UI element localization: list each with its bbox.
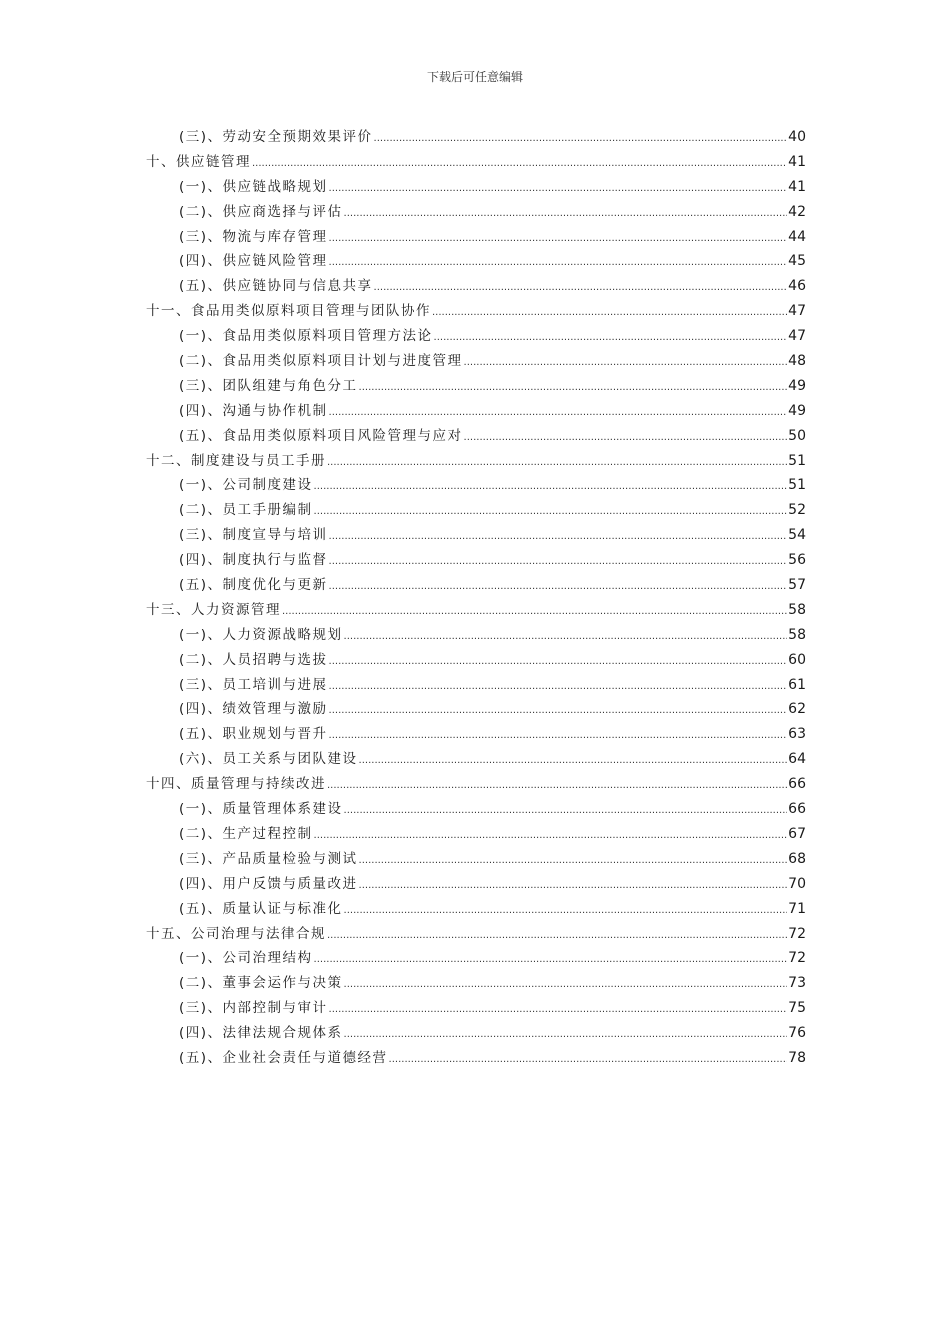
toc-entry-label: (三)、劳动安全预期效果评价 <box>179 129 373 145</box>
toc-page-number: 67 <box>788 825 806 842</box>
toc-section-entry[interactable] <box>146 897 806 922</box>
toc-entry-label: (二)、董事会运作与决策 <box>179 975 343 992</box>
toc-page-number: 76 <box>788 1025 806 1042</box>
toc-entry-label: (一)、公司治理结构 <box>179 950 313 967</box>
toc-entry-label: (三)、员工培训与进展 <box>179 676 328 693</box>
toc-page-number: 47 <box>788 328 806 345</box>
toc-dot-leader <box>329 177 788 202</box>
toc-page-number: 56 <box>788 552 806 569</box>
toc-entry-label: (五)、质量认证与标准化 <box>179 900 343 917</box>
toc-dot-leader <box>464 351 788 376</box>
toc-entry-label: 十四、质量管理与持续改进 <box>146 776 326 793</box>
toc-dot-leader <box>432 301 787 326</box>
toc-entry-label: (四)、供应链风险管理 <box>179 253 328 270</box>
toc-section-entry[interactable] <box>146 971 806 996</box>
toc-entry-label: (四)、沟通与协作机制 <box>179 402 328 419</box>
toc-entry-label: (四)、制度执行与监督 <box>179 552 328 569</box>
toc-entry-label: (一)、食品用类似原料项目管理方法论 <box>179 328 433 345</box>
toc-dot-leader <box>344 899 788 924</box>
toc-page-number: 71 <box>788 900 806 917</box>
toc-dot-leader <box>329 699 788 724</box>
toc-dot-leader <box>359 749 788 774</box>
toc-page-number: 40 <box>788 129 806 145</box>
toc-page-number: 73 <box>788 975 806 992</box>
toc-dot-leader <box>327 774 787 799</box>
toc-section-entry[interactable] <box>146 623 806 648</box>
toc-entry-label: (一)、人力资源战略规划 <box>179 626 343 643</box>
toc-dot-leader <box>344 973 788 998</box>
toc-entry-label: (五)、职业规划与晋升 <box>179 726 328 743</box>
toc-dot-leader <box>344 799 788 824</box>
toc-page-number: 70 <box>788 875 806 892</box>
toc-section-entry[interactable] <box>146 175 806 200</box>
toc-section-entry[interactable] <box>146 847 806 872</box>
toc-dot-leader <box>464 426 788 451</box>
toc-dot-leader <box>314 475 788 500</box>
toc-dot-leader <box>344 625 788 650</box>
toc-page-number: 51 <box>788 477 806 494</box>
toc-page-number: 54 <box>788 527 806 544</box>
toc-page-number: 66 <box>788 776 806 793</box>
toc-page-number: 78 <box>788 1049 806 1066</box>
toc-chapter-entry[interactable] <box>146 449 806 474</box>
toc-page-number: 49 <box>788 402 806 419</box>
toc-entry-label: 十、供应链管理 <box>146 153 251 170</box>
toc-page-number: 47 <box>788 303 806 320</box>
toc-dot-leader <box>329 251 788 276</box>
toc-page-number: 51 <box>788 452 806 469</box>
toc-section-entry[interactable] <box>146 648 806 673</box>
toc-page-number: 62 <box>788 701 806 718</box>
toc-page-number: 72 <box>788 925 806 942</box>
toc-page-number: 64 <box>788 751 806 768</box>
toc-entry-label: (四)、绩效管理与激励 <box>179 701 328 718</box>
toc-section-entry[interactable] <box>146 324 806 349</box>
toc-section-entry[interactable] <box>146 822 806 847</box>
toc-dot-leader <box>374 276 788 301</box>
toc-section-entry[interactable] <box>146 1021 806 1046</box>
toc-entry-label: 十五、公司治理与法律合规 <box>146 925 326 942</box>
toc-section-entry[interactable] <box>146 722 806 747</box>
toc-page-number: 41 <box>788 178 806 195</box>
toc-section-entry[interactable] <box>146 473 806 498</box>
toc-entry-label: (五)、供应链协同与信息共享 <box>179 278 373 295</box>
toc-dot-leader <box>314 824 788 849</box>
toc-entry-label: (三)、物流与库存管理 <box>179 228 328 245</box>
toc-section-entry[interactable] <box>146 349 806 374</box>
toc-dot-leader <box>344 202 788 227</box>
toc-entry-label: (五)、食品用类似原料项目风险管理与应对 <box>179 427 463 444</box>
toc-page-number: 52 <box>788 502 806 519</box>
toc-section-entry[interactable] <box>146 498 806 523</box>
toc-entry-label: (二)、生产过程控制 <box>179 825 313 842</box>
toc-dot-leader <box>329 675 788 700</box>
toc-page-number: 46 <box>788 278 806 295</box>
toc-dot-leader <box>329 724 788 749</box>
toc-dot-leader <box>329 650 788 675</box>
toc-entry-label: (三)、制度宣导与培训 <box>179 527 328 544</box>
toc-page-number: 44 <box>788 228 806 245</box>
table-of-contents <box>146 125 806 1071</box>
toc-section-entry[interactable] <box>146 946 806 971</box>
toc-section-entry[interactable] <box>146 673 806 698</box>
toc-section-entry[interactable] <box>146 523 806 548</box>
toc-entry-label: (三)、团队组建与角色分工 <box>179 377 358 394</box>
page-header: 下载后可任意编辑 <box>426 70 523 84</box>
toc-dot-leader <box>327 924 787 949</box>
toc-page-number: 72 <box>788 950 806 967</box>
toc-section-entry[interactable] <box>146 1046 806 1071</box>
toc-dot-leader <box>252 152 787 177</box>
toc-entry-label: 十一、食品用类似原料项目管理与团队协作 <box>146 303 431 320</box>
toc-entry-label: 十二、制度建设与员工手册 <box>146 452 326 469</box>
toc-entry-label: (五)、企业社会责任与道德经营 <box>179 1049 388 1066</box>
toc-dot-leader <box>374 127 788 152</box>
toc-chapter-entry[interactable] <box>146 772 806 797</box>
toc-section-entry[interactable] <box>146 200 806 225</box>
toc-dot-leader <box>329 227 788 252</box>
toc-section-entry[interactable] <box>146 225 806 250</box>
toc-section-entry[interactable] <box>146 374 806 399</box>
toc-entry-label: (二)、人员招聘与选拔 <box>179 651 328 668</box>
toc-section-entry[interactable] <box>146 399 806 424</box>
toc-chapter-entry[interactable] <box>146 150 806 175</box>
toc-chapter-entry[interactable] <box>146 922 806 947</box>
toc-dot-leader <box>359 874 788 899</box>
toc-page-number: 45 <box>788 253 806 270</box>
toc-entry-label: 十三、人力资源管理 <box>146 601 281 618</box>
toc-dot-leader <box>359 376 788 401</box>
toc-page-number: 50 <box>788 427 806 444</box>
toc-page-number: 58 <box>788 626 806 643</box>
toc-entry-label: (一)、供应链战略规划 <box>179 178 328 195</box>
toc-section-entry[interactable] <box>146 274 806 299</box>
toc-dot-leader <box>359 849 788 874</box>
toc-entry-label: (二)、食品用类似原料项目计划与进度管理 <box>179 353 463 370</box>
toc-dot-leader <box>327 451 787 476</box>
toc-page-number: 41 <box>788 153 806 170</box>
toc-section-entry[interactable] <box>146 249 806 274</box>
toc-page-number: 60 <box>788 651 806 668</box>
toc-dot-leader <box>389 1048 788 1073</box>
toc-entry-label: (四)、法律法规合规体系 <box>179 1025 343 1042</box>
toc-chapter-entry[interactable] <box>146 598 806 623</box>
toc-section-entry[interactable] <box>146 996 806 1021</box>
toc-page-number: 68 <box>788 850 806 867</box>
toc-chapter-entry[interactable] <box>146 299 806 324</box>
toc-entry-label: (一)、质量管理体系建设 <box>179 801 343 818</box>
toc-page-number: 66 <box>788 801 806 818</box>
toc-page-number: 49 <box>788 377 806 394</box>
toc-entry-label: (二)、员工手册编制 <box>179 502 313 519</box>
toc-page-number: 57 <box>788 577 806 594</box>
toc-section-entry[interactable] <box>146 697 806 722</box>
toc-section-entry[interactable] <box>146 797 806 822</box>
toc-section-entry[interactable] <box>146 872 806 897</box>
toc-entry-label: (六)、员工关系与团队建设 <box>179 751 358 768</box>
toc-section-entry[interactable] <box>146 573 806 598</box>
toc-dot-leader <box>329 998 788 1023</box>
toc-dot-leader <box>434 326 788 351</box>
toc-page-number: 61 <box>788 676 806 693</box>
toc-section-entry[interactable] <box>146 747 806 772</box>
toc-dot-leader <box>329 401 788 426</box>
toc-entry-label: (三)、产品质量检验与测试 <box>179 850 358 867</box>
toc-entry-label: (二)、供应商选择与评估 <box>179 203 343 220</box>
toc-page-number: 42 <box>788 203 806 220</box>
toc-dot-leader <box>314 948 788 973</box>
toc-page-number: 48 <box>788 353 806 370</box>
toc-dot-leader <box>329 575 788 600</box>
toc-entry-label: (三)、内部控制与审计 <box>179 1000 328 1017</box>
toc-dot-leader <box>344 1023 788 1048</box>
toc-section-entry[interactable] <box>146 424 806 449</box>
toc-entry-label: (四)、用户反馈与质量改进 <box>179 875 358 892</box>
toc-dot-leader <box>329 525 788 550</box>
toc-page-number: 63 <box>788 726 806 743</box>
toc-section-entry[interactable] <box>146 125 806 150</box>
toc-dot-leader <box>282 600 787 625</box>
toc-entry-label: (一)、公司制度建设 <box>179 477 313 494</box>
toc-entry-label: (五)、制度优化与更新 <box>179 577 328 594</box>
toc-page-number: 75 <box>788 1000 806 1017</box>
toc-section-entry[interactable] <box>146 548 806 573</box>
toc-page-number: 58 <box>788 601 806 618</box>
toc-dot-leader <box>314 500 788 525</box>
toc-dot-leader <box>329 550 788 575</box>
